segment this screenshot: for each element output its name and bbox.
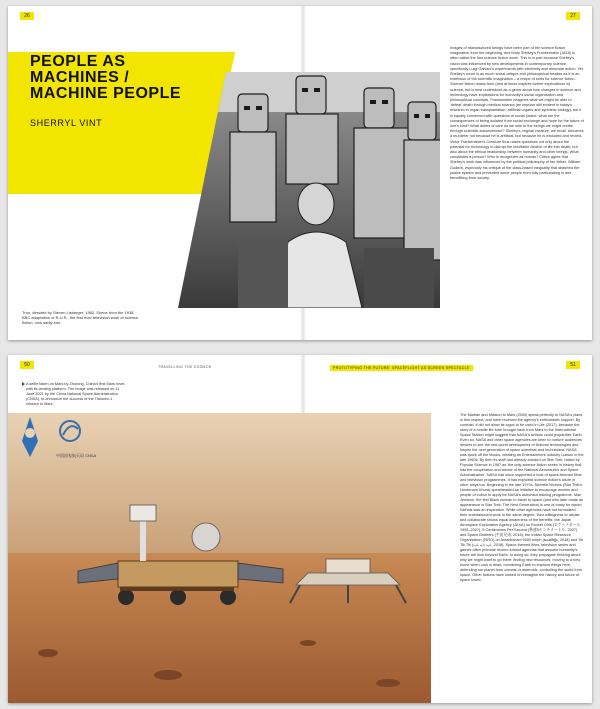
body-text-column: Images of manufactured beings have been part of the science fiction imagination from the beginning, and Mary Shelley's Frankenstein (1818) is often called the first science fiction novel. This is in part because Shelley's vision was influenced by new developments in contemporary science, specifically Luigi Galvani's experiments with electricity and muscular action. Yet Shelley's novel is as much social critique and philosophical treatise as it is an extension of the scientific imagination – a recipe of sorts for science fiction. Science fiction draws from (and at times inspires further explorations in) science, but is best understood as a genre about how changes in science and technology have implications for humanity's social organization and philosophical concepts. Frankenstein imagines what we might be able to 'defeat' death through medical science (an impulse still evident in today's research in organ transplantation, artificial organs and synthetic biology), but it is equally concerned with questions of social justice: what are the consequences of being isolated from social exchange and hope for the future of one's kind? What duties of care do we owe to the beings we might create through scientific advancement? Shelley's original creature, we recall, becomes a murderer not because he is artificial, but because he is excluded and reviled. Victor Frankenstein's Creature thus raises questions not only about the potential for technology to disrupt the inevitable decline of life into death, but also about the ethical relationship between humanity and other beings. What constitutes a person? Who is recognized as human? Critics agree that Shelley's work was influenced by the political philosophy of her father, William Godwin, especially his critique of the class-based inequality that distorted the justice system and prevented some people from fully participating in and benefitting from society. bbox=[450, 46, 584, 181]
mars-rover-photo bbox=[8, 413, 431, 703]
photo-caption: A selfie taken on Mars by Zhurong, China's first Mars rover, with its landing platform. The image was released on 11 June 2021 by the China National Space Administration (CNSA), to announce the success of the Tianwen-1 mission to Mars. bbox=[26, 382, 126, 406]
running-head-right: PROTOTYPING THE FUTURE: SPACEFLIGHT AS SCREEN SPECTACLE bbox=[330, 365, 473, 371]
chapter-author: SHERRYL VINT bbox=[30, 118, 103, 128]
page-number-left: 26 bbox=[20, 12, 34, 20]
running-head-left: TRAVELLING THE COSMOS bbox=[158, 365, 212, 369]
bw-robots-photo bbox=[178, 72, 440, 308]
caption-arrow-icon bbox=[22, 382, 25, 386]
top-spread bbox=[8, 6, 592, 340]
chapter-title: PEOPLE AS MACHINES / MACHINE PEOPLE bbox=[30, 53, 182, 102]
body-text-column: The Martian and Mission to Mars (2000) speak perfectly to NASA's plans in this respect, and have received the agency's enthusiastic support. By contrast, it did not allow its logos to be used in Life (2017), because the story of a hostile life form brought back from Mars to the International Space Station might suggest that NASA's actions could jeopardize Earth. Even so, NASA and other space agencies are keen to nurture audiences' desires to see the real-world development of fictional technologies and inspire the next generation of space scientists and technicians. NASA was quick off the blocks, creating an Entertainment Industry Liaison in the late 1960s. By then its staff had already advised on Star Trek, hailed by Popular Science in 1967 as 'the only-science-fiction series in history that has the cooperation and advice of the National Aeronautics and Space Administration'. NASA has since supported a host of space-themed films and television programmes. It has exploited science fiction's allure in other ways too. Beginning in the late 1970s, Nichelle Nichols (Star Trek's Lieutenant Uhura) spearheaded an initiative to encourage women and people of colour to apply for NASA's astronaut training programme. Mae Jemison, the first Black woman to travel to space (and who later made an appearance in Star Trek: The Next Generation) is one of many for whom Nichols was an inspiration. While other agencies have not formalized their entertainment work to the same degree, their willingness to advise and collaborate shows equal awareness of the benefits: the Japan Aerospace Exploration Agency (JAXA) on Rocket Girls (ロケットガール, 1995–2007), 5 Centimetres Per Second (秒速5センチメートル, 2007) and Space Brothers (宇宙兄弟, 2016); the Indian Space Research Organisation (ISRO) on Antariksham 9000 kmph (అంతరిక్షం, 2018) and Tik Tik Tik (டிக் டிக் டிக், 2018). Space-themed films, television series and games often promote techno-futurist agendas that assume humanity's future will look beyond Earth. In doing so, they propagate thinking about why we might want to go there: finding new resources, moving to a new home when ours is dead, monitoring Earth to improve things here, defending our planet from comets or asteroids, controlling the world from space. Other fictions have looked to reimagine the history and future of space travel. bbox=[460, 413, 584, 582]
photo-caption: Tron, directed by Steven Lisberger, 1982. Scene from the 1938 BBC adaptation of R.U.R., the first ever television work of science fiction, now sadly lost. bbox=[22, 310, 139, 325]
logo-caption: 中国国家航天局 CNSA bbox=[56, 453, 97, 458]
page-number-right: 51 bbox=[566, 361, 580, 369]
page-number-left: 50 bbox=[20, 361, 34, 369]
bottom-spread bbox=[8, 355, 592, 703]
page-number-right: 27 bbox=[566, 12, 580, 20]
